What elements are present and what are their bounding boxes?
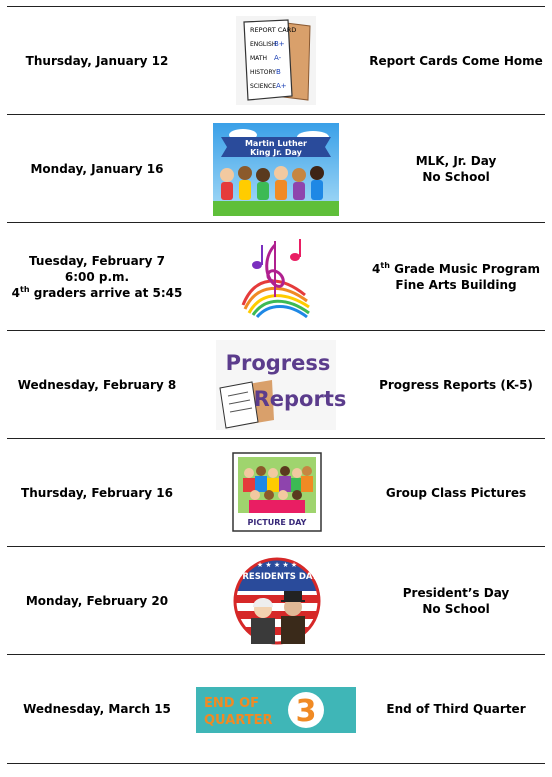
date-line: Tuesday, February 7 bbox=[29, 253, 165, 268]
end-of-quarter-image bbox=[196, 687, 356, 733]
date-line: Monday, January 16 bbox=[30, 161, 164, 176]
event-date bbox=[7, 53, 187, 69]
event-line: Group Class Pictures bbox=[385, 485, 527, 500]
date-line: Monday, February 20 bbox=[25, 593, 169, 608]
event-row bbox=[7, 330, 545, 438]
event-line: Progress Reports (K-5) bbox=[379, 377, 533, 392]
banner-line: King Jr. Day bbox=[250, 148, 302, 157]
progress-title: Reports bbox=[253, 387, 347, 411]
event-line: No School bbox=[422, 169, 490, 184]
event-description bbox=[367, 261, 545, 293]
quarter-line: END OF bbox=[204, 696, 260, 711]
event-line: MLK, Jr. Day bbox=[415, 153, 497, 168]
event-row bbox=[7, 222, 545, 330]
event-description bbox=[367, 153, 545, 185]
music-notes-image bbox=[235, 235, 313, 319]
event-line: 4th Grade Music Program bbox=[372, 260, 540, 276]
banner-line: Martin Luther bbox=[244, 139, 308, 148]
event-date bbox=[7, 593, 187, 609]
event-row bbox=[7, 546, 545, 654]
report-card-grade: A+ bbox=[276, 82, 287, 90]
report-card-subject: ENGLISH bbox=[250, 41, 277, 48]
report-card-grade: A- bbox=[274, 54, 282, 62]
date-line: Thursday, January 12 bbox=[25, 53, 169, 68]
event-date bbox=[7, 701, 187, 717]
events-table bbox=[7, 6, 545, 764]
quarter-number: 3 bbox=[295, 694, 317, 729]
report-card-subject: MATH bbox=[250, 55, 267, 62]
event-row bbox=[7, 6, 545, 114]
event-description bbox=[367, 485, 545, 501]
report-card-subject: SCIENCE bbox=[250, 83, 277, 90]
event-line: Report Cards Come Home bbox=[369, 53, 543, 68]
svg-text:★ ★ ★ ★ ★: ★ ★ ★ ★ ★ bbox=[256, 561, 298, 569]
report-card-subject: HISTORY bbox=[250, 69, 276, 76]
date-line: Thursday, February 16 bbox=[21, 485, 173, 500]
presidents-day-image bbox=[231, 555, 323, 647]
event-row bbox=[7, 438, 545, 546]
report-card-title: REPORT CARD bbox=[250, 26, 297, 34]
event-description bbox=[367, 585, 545, 617]
progress-title: Progress bbox=[225, 351, 331, 375]
event-date bbox=[7, 485, 187, 501]
event-date bbox=[7, 253, 187, 301]
date-line: 4th graders arrive at 5:45 bbox=[11, 284, 183, 300]
report-card-grade: B+ bbox=[274, 40, 285, 48]
report-card-image bbox=[236, 16, 316, 105]
event-date bbox=[7, 161, 187, 177]
date-line: Wednesday, March 15 bbox=[23, 702, 171, 716]
date-line: Wednesday, February 8 bbox=[17, 377, 177, 392]
event-line: No School bbox=[422, 601, 490, 616]
date-line: 6:00 p.m. bbox=[64, 269, 130, 284]
event-row bbox=[7, 114, 545, 222]
event-line: End of Third Quarter bbox=[386, 702, 526, 716]
event-description bbox=[367, 53, 545, 69]
event-description bbox=[367, 377, 545, 393]
event-line: President’s Day bbox=[402, 585, 510, 600]
event-line: Fine Arts Building bbox=[395, 277, 517, 292]
event-date bbox=[7, 377, 187, 393]
event-description bbox=[367, 701, 545, 717]
event-row bbox=[7, 654, 545, 764]
mlk-day-image bbox=[213, 123, 339, 216]
quarter-line: QUARTER bbox=[204, 713, 273, 728]
progress-reports-image bbox=[216, 340, 347, 430]
picture-day-image bbox=[231, 451, 323, 533]
report-card-grade: B bbox=[276, 68, 281, 76]
picture-day-label: PICTURE DAY bbox=[247, 518, 307, 527]
presidents-day-label: PRESIDENTS DAY bbox=[236, 572, 318, 582]
